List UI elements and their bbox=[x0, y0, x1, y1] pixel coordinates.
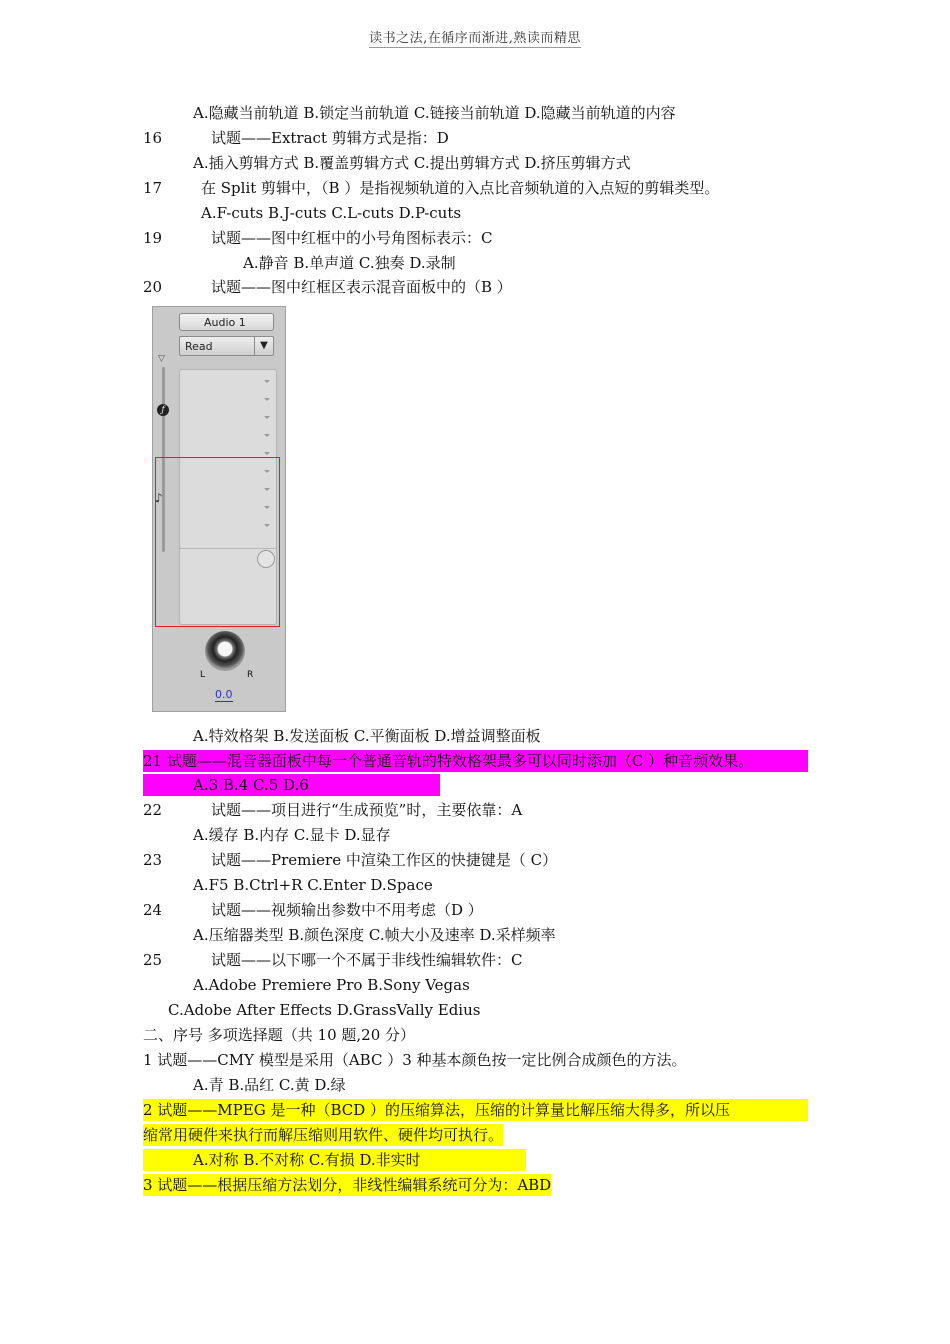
q23-text: 试题——Premiere 中渲染工作区的快捷键是（ C） bbox=[211, 851, 558, 869]
q24-text: 试题——视频输出参数中不用考虑（D ） bbox=[211, 901, 483, 919]
track-name-button: Audio 1 bbox=[179, 313, 274, 331]
automation-mode-select bbox=[179, 336, 274, 356]
q25-options-1: A.Adobe Premiere Pro B.Sony Vegas bbox=[193, 976, 470, 994]
pan-value: 0.0 bbox=[215, 688, 233, 701]
q17-options: A.F-cuts B.J-cuts C.L-cuts D.P-cuts bbox=[201, 204, 462, 222]
m1-text: 1 试题——CMY 模型是采用（ABC ）3 种基本颜色按一定比例合成颜色的方法。 bbox=[143, 1051, 687, 1069]
audio-mixer-image bbox=[152, 306, 286, 712]
m1-options: A.青 B.品红 C.黄 D.绿 bbox=[193, 1076, 346, 1094]
q17-number: 17 bbox=[143, 179, 163, 197]
slot-arrow-icon bbox=[264, 452, 270, 455]
page-header bbox=[0, 27, 950, 46]
q16-text: 试题——Extract 剪辑方式是指：D bbox=[211, 129, 449, 147]
q16-options: A.插入剪辑方式 B.覆盖剪辑方式 C.提出剪辑方式 D.挤压剪辑方式 bbox=[193, 154, 631, 172]
pan-right-label: R bbox=[247, 670, 254, 680]
q15-options: A.隐藏当前轨道 B.锁定当前轨道 C.链接当前轨道 D.隐藏当前轨道的内容 bbox=[193, 104, 676, 122]
slot-arrow-icon bbox=[264, 434, 270, 437]
collapse-triangle-icon: ▽ bbox=[158, 354, 165, 364]
q25-number: 25 bbox=[143, 951, 163, 969]
q23-number: 23 bbox=[143, 851, 163, 869]
q22-text: 试题——项目进行“生成预览”时，主要依靠：A bbox=[211, 801, 523, 819]
pan-knob bbox=[205, 631, 245, 671]
m2-options: A.对称 B.不对称 C.有损 D.非实时 bbox=[193, 1151, 421, 1169]
slot-arrow-icon bbox=[264, 416, 270, 419]
q20-options: A.特效格架 B.发送面板 C.平衡面板 D.增益调整面板 bbox=[193, 727, 541, 745]
q25-text: 试题——以下哪一个不属于非线性编辑软件：C bbox=[211, 951, 523, 969]
q16-number: 16 bbox=[143, 129, 163, 147]
q17-text: 在 Split 剪辑中，（B ）是指视频轨道的入点比音频轨道的入点短的剪辑类型。 bbox=[201, 179, 720, 197]
q20-text: 试题——图中红框区表示混音面板中的（B ） bbox=[211, 278, 512, 296]
slot-arrow-icon bbox=[264, 380, 270, 383]
m2-options-row bbox=[143, 1149, 526, 1171]
automation-mode-value: Read bbox=[185, 340, 213, 353]
q24-options: A.压缩器类型 B.颜色深度 C.帧大小及速率 D.采样频率 bbox=[193, 926, 556, 944]
q19-text: 试题——图中红框中的小号角图标表示：C bbox=[211, 229, 493, 247]
send-icon: ♪ bbox=[155, 491, 163, 505]
q22-number: 22 bbox=[143, 801, 163, 819]
q22-options: A.缓存 B.内存 C.显卡 D.显存 bbox=[193, 826, 391, 844]
q24-number: 24 bbox=[143, 901, 163, 919]
effects-icon: ƒ bbox=[157, 404, 169, 416]
m2-text-line1: 2 试题——MPEG 是一种（BCD ）的压缩算法，压缩的计算量比解压缩大得多，所以压 bbox=[143, 1099, 808, 1121]
q25-options-2: C.Adobe After Effects D.GrassVally Edius bbox=[168, 1001, 481, 1019]
dropdown-arrow-icon: ▼ bbox=[254, 337, 273, 355]
m2-text-line2: 缩常用硬件来执行而解压缩则用软件、硬件均可执行。 bbox=[143, 1126, 504, 1144]
q21-options: A.3 B.4 C.5 D.6 bbox=[193, 776, 309, 794]
q19-number: 19 bbox=[143, 229, 163, 247]
q21-text: 21 试题——混音器面板中每一个普通音轨的特效格架最多可以同时添加（C ）种音频效果。 bbox=[143, 750, 808, 772]
red-highlight-box bbox=[155, 457, 280, 627]
slot-arrow-icon bbox=[264, 398, 270, 401]
q19-options: A.静音 B.单声道 C.独奏 D.录制 bbox=[243, 254, 456, 272]
pan-left-label: L bbox=[200, 670, 206, 680]
q20-number: 20 bbox=[143, 278, 163, 296]
header-text: 读书之法,在循序而渐进,熟读而精思 bbox=[369, 31, 581, 46]
q23-options: A.F5 B.Ctrl+R C.Enter D.Space bbox=[193, 876, 433, 894]
q21-options-row bbox=[143, 774, 440, 796]
section2-heading: 二、序号 多项选择题（共 10 题,20 分） bbox=[143, 1026, 416, 1044]
m3-text: 3 试题——根据压缩方法划分，非线性编辑系统可分为：ABD bbox=[143, 1176, 552, 1194]
